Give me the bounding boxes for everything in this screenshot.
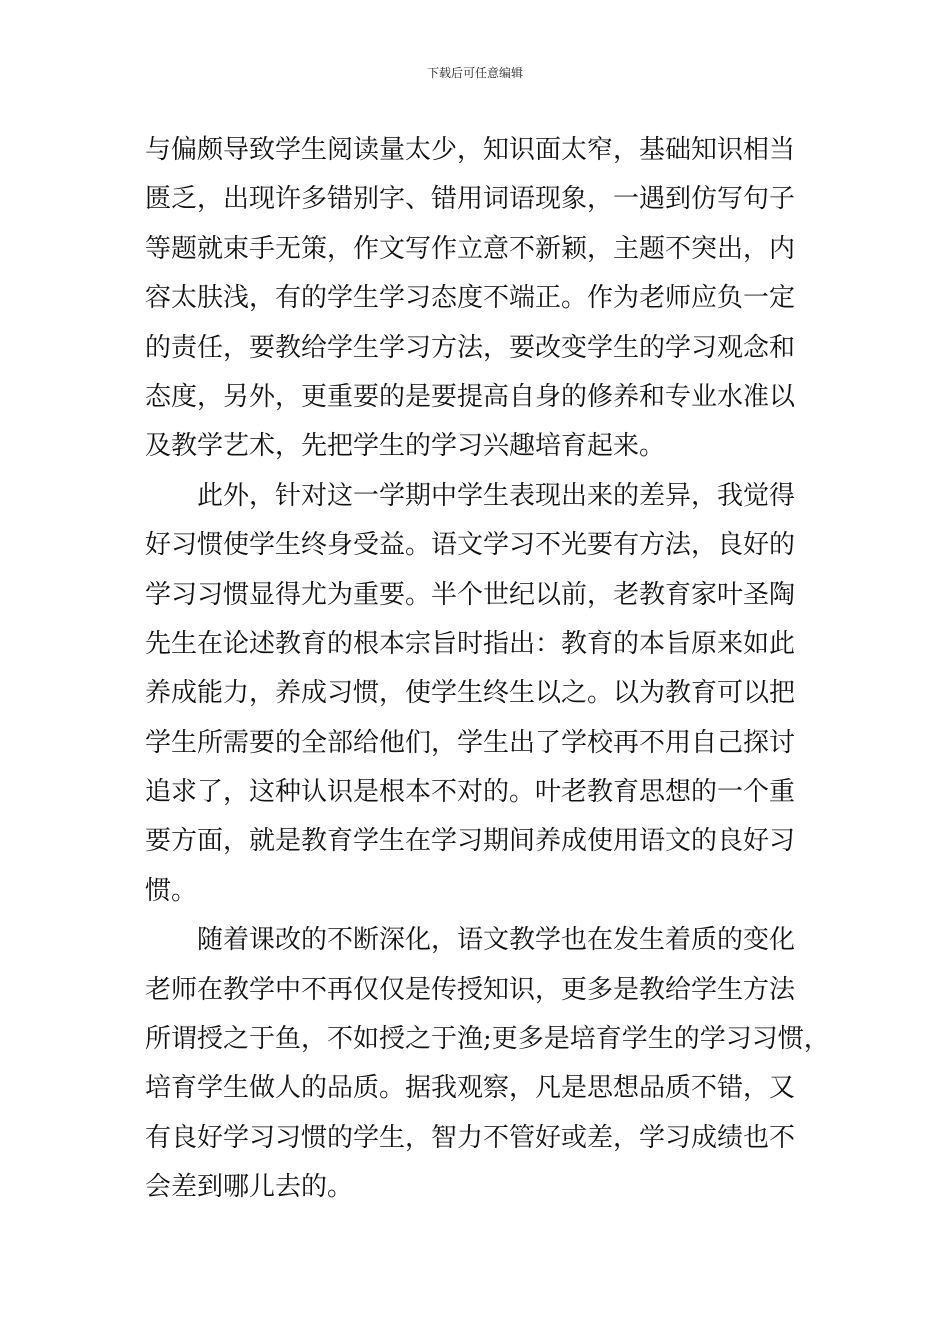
text-line: 及教学艺术，先把学生的学习兴趣培育起来。 bbox=[145, 431, 666, 462]
text-line: 等题就束手无策，作文写作立意不新颖，主题不突出，内 bbox=[145, 233, 796, 264]
text-line: 养成能力，养成习惯，使学生终生以之。以为教育可以把 bbox=[145, 678, 796, 709]
page-header: 下载后可任意编辑 bbox=[426, 66, 523, 80]
text-line: 惯。 bbox=[145, 875, 198, 906]
text-line: 培育学生做人的品质。据我观察，凡是思想品质不错，又 bbox=[145, 1073, 796, 1104]
text-line: 学生所需要的全部给他们，学生出了学校再不用自己探讨 bbox=[145, 727, 796, 758]
paragraph-2 bbox=[145, 472, 815, 917]
text-line: 的责任，要教给学生学习方法，要改变学生的学习观念和 bbox=[145, 332, 796, 363]
text-line: 与偏颇导致学生阅读量太少，知识面太窄，基础知识相当 bbox=[145, 135, 796, 165]
text-line: 随着课改的不断深化，语文教学也在发生着质的变化 bbox=[145, 925, 796, 956]
document-body bbox=[145, 126, 830, 1213]
text-line: 要方面，就是教育学生在学习期间养成使用语文的良好习 bbox=[145, 826, 796, 857]
text-line: 态度，另外，更重要的是要提高自身的修养和专业水准以 bbox=[145, 381, 796, 412]
text-line: 老师在教学中不再仅仅是传授知识，更多是教给学生方法 bbox=[145, 974, 796, 1005]
text-line: 好习惯使学生终身受益。语文学习不光要有方法，良好的 bbox=[145, 530, 796, 561]
text-line: 此外，针对这一学期中学生表现出来的差异，我觉得 bbox=[145, 480, 796, 511]
text-line: 追求了，这种认识是根本不对的。叶老教育思想的一个重 bbox=[145, 777, 796, 808]
text-line: 学习习惯显得尤为重要。半个世纪以前，老教育家叶圣陶 bbox=[145, 579, 796, 610]
paragraph-3 bbox=[145, 916, 830, 1212]
paragraph-1 bbox=[145, 126, 815, 472]
text-line: 容太肤浅，有的学生学习态度不端正。作为老师应负一定 bbox=[145, 283, 796, 314]
text-line: 匮乏，出现许多错别字、错用词语现象，一遇到仿写句子 bbox=[145, 184, 796, 215]
text-line: 所谓授之于鱼，不如授之于渔;更多是培育学生的学习习惯， bbox=[145, 1024, 830, 1055]
text-line: 会差到哪儿去的。 bbox=[145, 1172, 354, 1203]
text-line: 先生在论述教育的根本宗旨时指出：教育的本旨原来如此 bbox=[145, 628, 796, 659]
text-line: 有良好学习习惯的学生，智力不管好或差，学习成绩也不 bbox=[145, 1122, 796, 1153]
